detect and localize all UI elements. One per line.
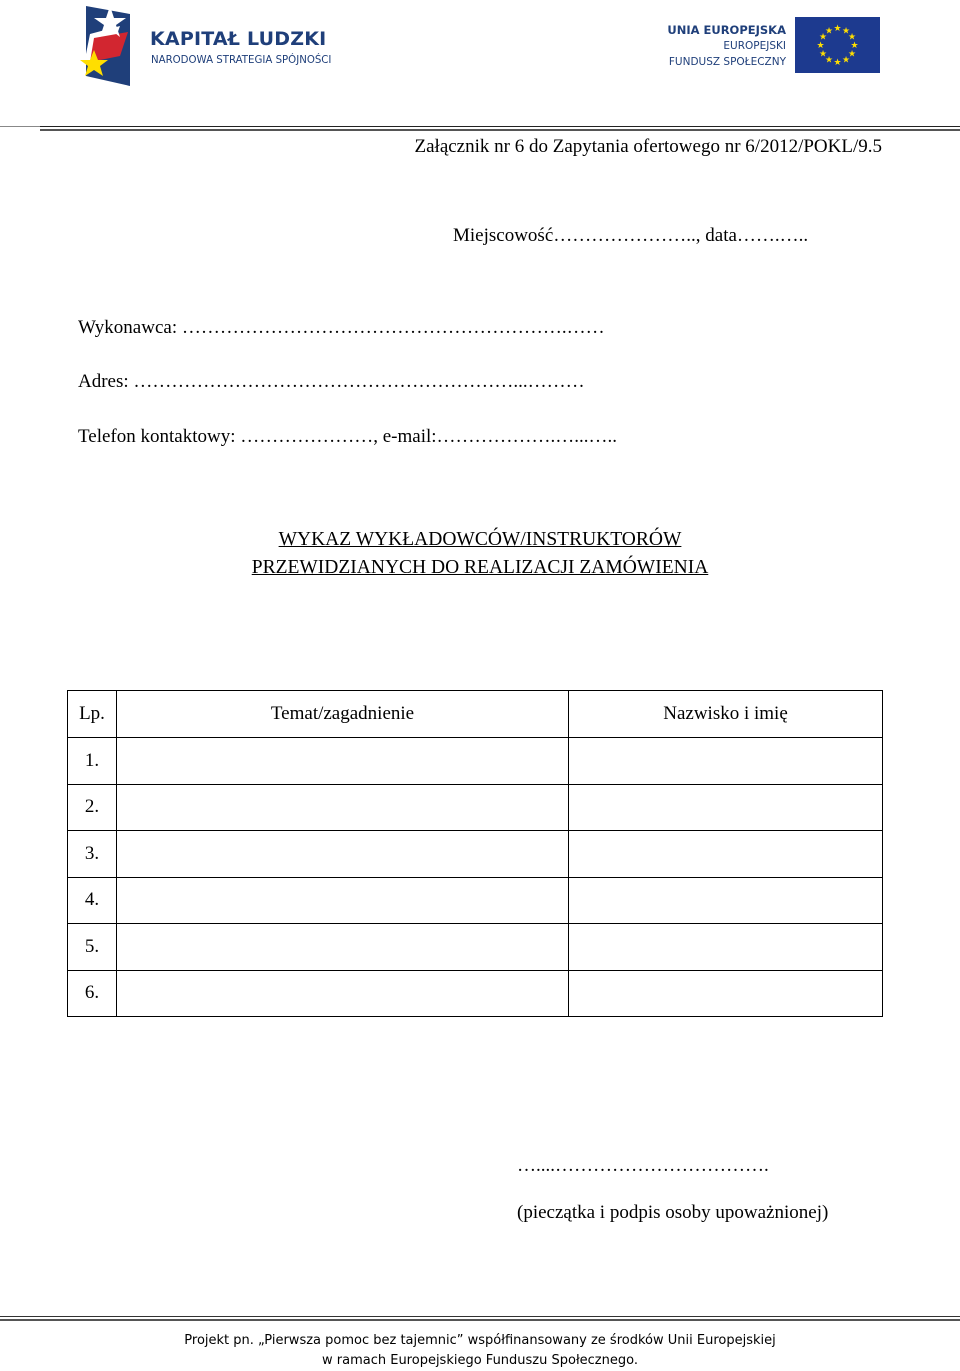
place-date-field: Miejscowość………………….., data…….….. [453,225,809,246]
name-cell[interactable] [569,924,883,971]
eu-logo-text [667,22,786,70]
footer-rule [0,1316,960,1317]
table-row [68,784,883,831]
name-cell[interactable] [569,831,883,878]
heading-line-2: PRZEWIDZIANYCH DO REALIZACJI ZAMÓWIENIA [251,557,709,578]
topic-cell[interactable] [117,924,569,971]
row-number: 5. [68,924,117,971]
table-row [68,831,883,878]
name-cell[interactable] [569,877,883,924]
eu-logo-line1: UNIA EUROPEJSKA [667,23,786,37]
topic-cell[interactable] [117,738,569,785]
svg-text:★: ★ [841,55,851,66]
eu-logo-line2: EUROPEJSKI [723,40,786,52]
table-row [68,970,883,1017]
svg-text:★: ★ [824,26,834,37]
column-header-topic: Temat/zagadnienie [117,691,569,738]
row-number: 4. [68,877,117,924]
annex-reference: Załącznik nr 6 do Zapytania ofertowego nr 6/2012/POKL/9.5 [414,136,882,157]
svg-text:★: ★ [850,41,859,51]
heading-line-1: WYKAZ WYKŁADOWCÓW/INSTRUKTORÓW [278,529,682,550]
signature-line: …....……………………………. [517,1155,769,1176]
footer-rule-thick [0,1319,960,1321]
table-row [68,924,883,971]
address-field: Adres: ……………………………………………………...……… [78,371,585,392]
signature-label: (pieczątka i podpis osoby upoważnionej) [517,1202,829,1223]
topic-cell[interactable] [117,970,569,1017]
svg-text:★: ★ [833,58,842,68]
svg-text:★: ★ [824,55,834,66]
name-cell[interactable] [569,970,883,1017]
header-rule-thick [40,129,960,131]
svg-text:★: ★ [833,24,842,34]
topic-cell[interactable] [117,831,569,878]
table-row [68,738,883,785]
row-number: 6. [68,970,117,1017]
topic-cell[interactable] [117,877,569,924]
kapital-ludzki-emblem-icon [80,4,136,88]
row-number: 3. [68,831,117,878]
contractor-field: Wykonawca: …………………………………………………….…… [78,317,605,338]
kapital-ludzki-title: KAPITAŁ LUDZKI [150,28,327,50]
eu-flag-icon [795,17,880,73]
svg-text:★: ★ [847,32,857,43]
svg-text:★: ★ [818,32,828,43]
footer-line-2: w ramach Europejskiego Funduszu Społecznego. [322,1353,638,1368]
header-rule-stub [0,126,40,127]
document-heading [0,526,960,582]
svg-text:★: ★ [818,49,828,60]
svg-text:★: ★ [847,49,857,60]
svg-text:★: ★ [816,41,825,51]
table-header-row [68,691,883,738]
eu-logo-line3: FUNDUSZ SPOŁECZNY [668,56,786,68]
topic-cell[interactable] [117,784,569,831]
svg-text:★: ★ [841,26,851,37]
lecturers-table [67,690,883,1017]
kapital-ludzki-subtitle: NARODOWA STRATEGIA SPÓJNOŚCI [151,55,332,66]
column-header-name: Nazwisko i imię [569,691,883,738]
footer-line-1: Projekt pn. „Pierwsza pomoc bez tajemnic” współfinansowany ze środków Unii Europejskiej [184,1333,776,1348]
name-cell[interactable] [569,738,883,785]
row-number: 1. [68,738,117,785]
footer [0,1331,960,1371]
header-rule [40,126,960,127]
name-cell[interactable] [569,784,883,831]
row-number: 2. [68,784,117,831]
table-row [68,877,883,924]
column-header-lp: Lp. [68,691,117,738]
phone-email-field: Telefon kontaktowy: …………………, e-mail:……………….…...….. [78,426,618,447]
kapital-ludzki-logo [80,4,136,88]
